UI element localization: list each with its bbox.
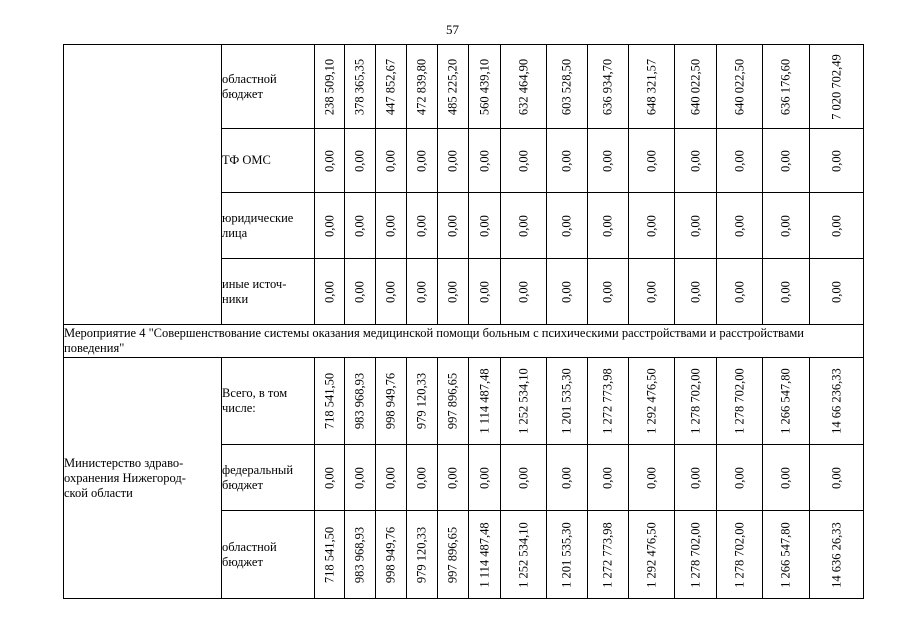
value-cell: [501, 45, 547, 129]
value-text: 1 278 702,00: [732, 521, 746, 588]
value-cell: [376, 358, 407, 445]
value-cell: [376, 445, 407, 511]
value-cell: [588, 45, 629, 129]
value-cell: [345, 358, 376, 445]
measure-row: [64, 325, 864, 358]
value-text: 983 968,93: [352, 372, 367, 430]
value-text: 1 252 534,10: [516, 521, 530, 588]
value-text: 0,00: [559, 466, 574, 489]
value-cell: [315, 511, 345, 599]
value-cell: [675, 193, 717, 259]
value-cell: [810, 511, 864, 599]
value-cell: [407, 358, 438, 445]
value-text: 485 225,20: [445, 58, 460, 115]
value-text: 979 120,33: [414, 372, 429, 430]
value-cell: [469, 193, 501, 259]
value-cell: [469, 259, 501, 325]
value-text: 7 020 702,49: [829, 53, 843, 120]
value-text: 1 201 535,30: [559, 368, 574, 434]
value-cell: [315, 129, 345, 193]
value-text: 0,00: [732, 466, 746, 489]
value-text: 0,00: [383, 280, 398, 303]
value-cell: [675, 358, 717, 445]
value-text: 0,00: [383, 466, 398, 489]
value-cell: [345, 193, 376, 259]
table-row: [64, 45, 864, 129]
value-text: 0,00: [600, 466, 615, 489]
funding-source-label: областной бюджет: [222, 45, 315, 129]
value-cell: [501, 259, 547, 325]
value-cell: [547, 445, 588, 511]
value-text: 378 365,35: [352, 58, 367, 115]
value-cell: [407, 445, 438, 511]
value-text: 0,00: [688, 149, 702, 172]
value-text: 1 266 547,80: [778, 368, 793, 434]
value-cell: [547, 193, 588, 259]
value-text: 0,00: [414, 466, 429, 489]
value-text: 603 528,50: [559, 58, 574, 115]
value-cell: [763, 193, 810, 259]
value-cell: [675, 45, 717, 129]
value-cell: [376, 193, 407, 259]
value-text: 1 252 534,10: [516, 368, 530, 434]
value-text: 1 272 773,98: [600, 521, 615, 588]
value-cell: [547, 511, 588, 599]
value-cell: [763, 511, 810, 599]
value-text: 0,00: [516, 280, 530, 303]
value-text: 0,00: [778, 280, 793, 303]
organization-cell: [64, 45, 222, 325]
value-cell: [717, 445, 763, 511]
value-cell: [345, 511, 376, 599]
value-cell: [501, 445, 547, 511]
page-number: 57: [446, 22, 459, 37]
value-text: 0,00: [778, 214, 793, 237]
value-text: 632 464,90: [516, 58, 530, 115]
value-text: 1 114 487,48: [477, 368, 491, 434]
value-text: 0,00: [688, 280, 702, 303]
value-cell: [438, 358, 469, 445]
value-text: 998 949,76: [383, 526, 398, 583]
value-text: 1 292 476,50: [644, 521, 658, 588]
value-cell: [547, 358, 588, 445]
value-cell: [315, 445, 345, 511]
value-cell: [717, 259, 763, 325]
value-text: 636 934,70: [600, 58, 615, 115]
value-cell: [501, 511, 547, 599]
value-text: 0,00: [477, 214, 491, 237]
value-text: 0,00: [352, 214, 367, 237]
value-text: 1 278 702,00: [688, 368, 702, 434]
value-text: 0,00: [477, 280, 491, 303]
value-text: 636 176,60: [778, 58, 793, 115]
value-cell: [469, 129, 501, 193]
value-cell: [675, 445, 717, 511]
budget-table: [63, 44, 864, 599]
value-text: 718 541,50: [322, 526, 336, 583]
value-cell: [763, 129, 810, 193]
value-text: 0,00: [383, 149, 398, 172]
value-text: 0,00: [322, 280, 336, 303]
value-cell: [345, 129, 376, 193]
value-text: 0,00: [445, 149, 460, 172]
funding-source-label: иные источ- ники: [222, 259, 315, 325]
value-text: 1 266 547,80: [778, 521, 793, 588]
value-text: 0,00: [477, 149, 491, 172]
value-text: 0,00: [778, 149, 793, 172]
funding-source-label: ТФ ОМС: [222, 129, 315, 193]
value-text: 0,00: [414, 149, 429, 172]
value-text: 0,00: [829, 466, 843, 489]
value-text: 0,00: [829, 149, 843, 172]
value-text: 0,00: [559, 214, 574, 237]
value-cell: [675, 511, 717, 599]
value-cell: [376, 511, 407, 599]
value-cell: [810, 358, 864, 445]
value-text: 0,00: [600, 149, 615, 172]
value-text: 447 852,67: [383, 58, 398, 115]
value-cell: [717, 45, 763, 129]
value-text: 14 66 236,33: [829, 368, 843, 434]
value-cell: [438, 129, 469, 193]
value-cell: [629, 129, 675, 193]
organization-cell: Министерство здраво- охранения Нижегород- ской области: [64, 358, 222, 599]
value-cell: [763, 259, 810, 325]
value-cell: [763, 45, 810, 129]
value-text: 1 292 476,50: [644, 368, 658, 434]
value-cell: [547, 259, 588, 325]
value-cell: [547, 45, 588, 129]
table-row: [64, 358, 864, 445]
value-cell: [469, 45, 501, 129]
value-text: 238 509,10: [322, 58, 336, 115]
value-cell: [407, 45, 438, 129]
value-text: 979 120,33: [414, 526, 429, 583]
value-text: 640 022,50: [732, 58, 746, 115]
value-cell: [469, 358, 501, 445]
value-text: 1 114 487,48: [477, 521, 491, 588]
value-cell: [717, 358, 763, 445]
value-cell: [315, 259, 345, 325]
value-text: 0,00: [778, 466, 793, 489]
value-cell: [763, 445, 810, 511]
value-cell: [717, 193, 763, 259]
value-cell: [501, 358, 547, 445]
value-cell: [810, 129, 864, 193]
value-text: 0,00: [352, 149, 367, 172]
value-text: 648 321,57: [644, 58, 658, 115]
value-text: 0,00: [559, 149, 574, 172]
value-text: 0,00: [732, 149, 746, 172]
value-text: 0,00: [352, 466, 367, 489]
value-cell: [588, 129, 629, 193]
value-cell: [345, 45, 376, 129]
value-text: 1 278 702,00: [688, 521, 702, 588]
value-cell: [376, 259, 407, 325]
value-cell: [315, 45, 345, 129]
value-text: 718 541,50: [322, 372, 336, 430]
value-cell: [717, 129, 763, 193]
value-text: 0,00: [688, 214, 702, 237]
value-text: 0,00: [644, 466, 658, 489]
value-text: 640 022,50: [688, 58, 702, 115]
value-text: 0,00: [829, 214, 843, 237]
value-cell: [629, 445, 675, 511]
value-text: 997 896,65: [445, 372, 460, 430]
value-text: 0,00: [414, 214, 429, 237]
value-text: 0,00: [732, 214, 746, 237]
value-cell: [588, 511, 629, 599]
value-text: 0,00: [732, 280, 746, 303]
value-cell: [763, 358, 810, 445]
value-text: 997 896,65: [445, 526, 460, 583]
value-text: 0,00: [644, 214, 658, 237]
value-text: 0,00: [516, 149, 530, 172]
value-text: 0,00: [383, 214, 398, 237]
value-cell: [717, 511, 763, 599]
value-text: 0,00: [600, 214, 615, 237]
value-cell: [629, 511, 675, 599]
value-text: 0,00: [322, 214, 336, 237]
value-cell: [810, 45, 864, 129]
value-text: 472 839,80: [414, 58, 429, 115]
value-text: 0,00: [600, 280, 615, 303]
value-cell: [376, 129, 407, 193]
funding-source-label: федеральный бюджет: [222, 445, 315, 511]
value-cell: [407, 193, 438, 259]
value-cell: [345, 445, 376, 511]
value-text: 14 636 26,33: [829, 521, 843, 588]
value-text: 560 439,10: [477, 58, 491, 115]
value-text: 0,00: [322, 466, 336, 489]
value-text: 0,00: [688, 466, 702, 489]
value-cell: [588, 358, 629, 445]
value-cell: [376, 45, 407, 129]
value-cell: [315, 193, 345, 259]
value-cell: [675, 259, 717, 325]
value-cell: [407, 129, 438, 193]
funding-source-label: областной бюджет: [222, 511, 315, 599]
value-cell: [588, 445, 629, 511]
value-cell: [438, 445, 469, 511]
value-cell: [629, 45, 675, 129]
value-text: 983 968,93: [352, 526, 367, 583]
value-text: 0,00: [477, 466, 491, 489]
value-text: 0,00: [516, 466, 530, 489]
value-text: 0,00: [644, 280, 658, 303]
value-cell: [345, 259, 376, 325]
value-text: 998 949,76: [383, 372, 398, 430]
value-cell: [588, 193, 629, 259]
value-text: 0,00: [559, 280, 574, 303]
value-text: 0,00: [829, 280, 843, 303]
value-cell: [438, 259, 469, 325]
value-text: 0,00: [352, 280, 367, 303]
value-cell: [547, 129, 588, 193]
value-text: 0,00: [322, 149, 336, 172]
funding-source-label: Всего, в том числе:: [222, 358, 315, 445]
value-text: 1 272 773,98: [600, 368, 615, 434]
value-cell: [810, 193, 864, 259]
value-text: 0,00: [414, 280, 429, 303]
funding-source-label: юридические лица: [222, 193, 315, 259]
value-cell: [438, 193, 469, 259]
value-cell: [315, 358, 345, 445]
value-cell: [810, 445, 864, 511]
value-cell: [629, 358, 675, 445]
value-cell: [438, 45, 469, 129]
value-cell: [407, 511, 438, 599]
value-cell: [501, 129, 547, 193]
value-cell: [588, 259, 629, 325]
value-cell: [407, 259, 438, 325]
value-cell: [675, 129, 717, 193]
value-text: 0,00: [445, 466, 460, 489]
value-text: 0,00: [445, 214, 460, 237]
value-cell: [438, 511, 469, 599]
value-cell: [501, 193, 547, 259]
value-text: 0,00: [644, 149, 658, 172]
value-text: 1 201 535,30: [559, 521, 574, 588]
value-text: 0,00: [516, 214, 530, 237]
value-text: 1 278 702,00: [732, 368, 746, 434]
measure-title: Мероприятие 4 "Совершенствование системы оказания медицинской помощи больным с психическими расстройствами и расстройствами поведения": [64, 325, 864, 358]
value-cell: [469, 511, 501, 599]
value-cell: [469, 445, 501, 511]
value-cell: [629, 259, 675, 325]
value-cell: [629, 193, 675, 259]
value-cell: [810, 259, 864, 325]
value-text: 0,00: [445, 280, 460, 303]
